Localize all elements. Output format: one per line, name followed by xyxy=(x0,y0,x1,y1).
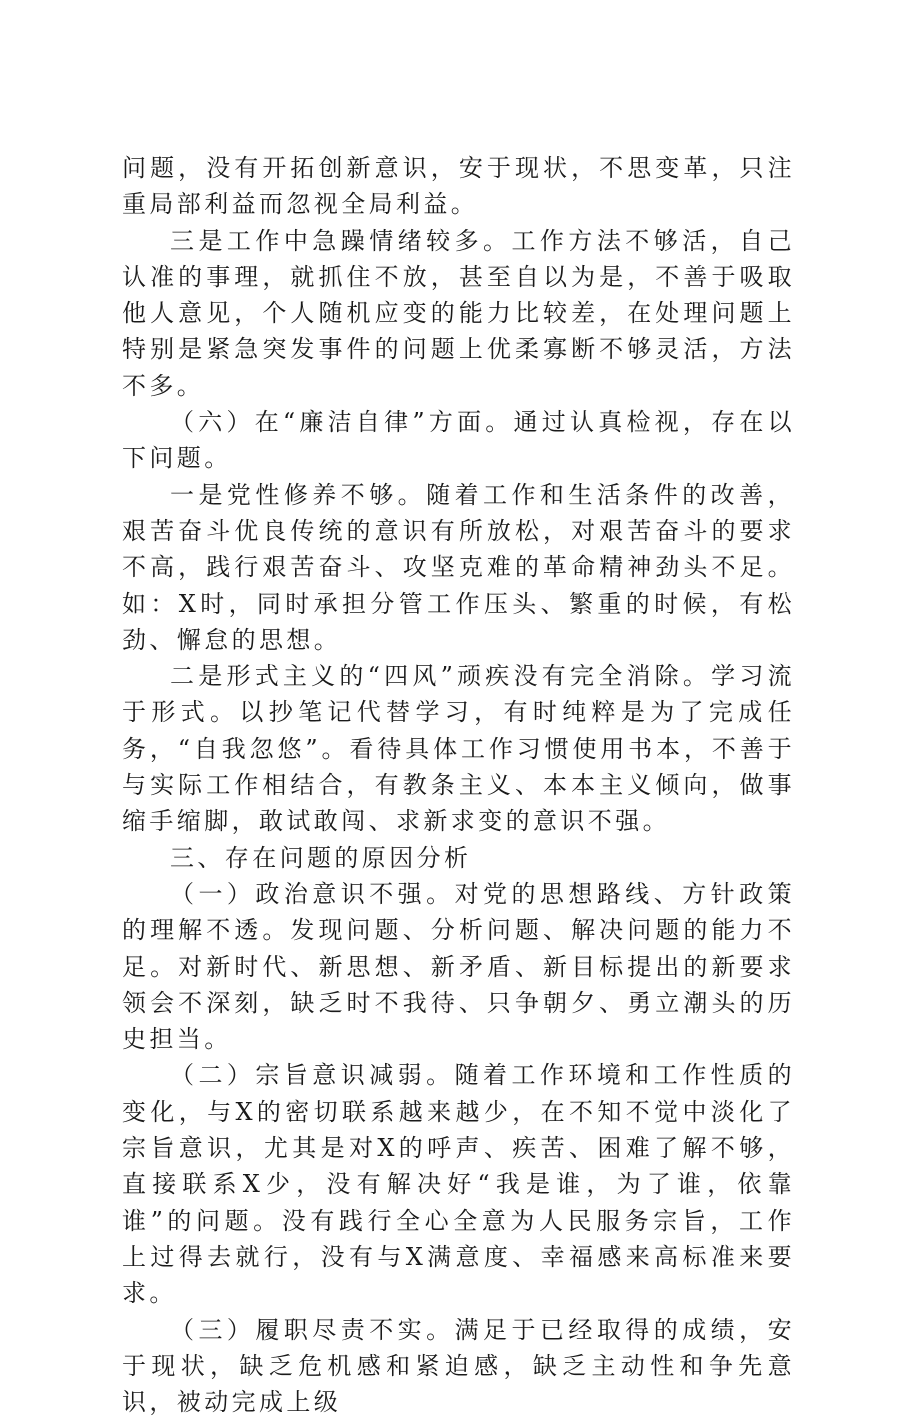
paragraph: （三）履职尽责不实。满足于已经取得的成绩，安于现状，缺乏危机感和紧迫感，缺乏主动性和争先意识，被动完成上级 xyxy=(122,1312,795,1420)
section-heading: 三、存在问题的原因分析 xyxy=(122,840,795,876)
document-body xyxy=(122,150,795,1420)
paragraph: 二是形式主义的“四风”顽疾没有完全消除。学习流于形式。以抄笔记代替学习，有时纯粹是为了完成任务，“自我忽悠”。看待具体工作习惯使用书本，不善于与实际工作相结合，有教条主义、本本主义倾向，做事缩手缩脚，敢试敢闯、求新求变的意识不强。 xyxy=(122,658,795,839)
section-heading: （六）在“廉洁自律”方面。通过认真检视，存在以下问题。 xyxy=(122,404,795,477)
paragraph: 三是工作中急躁情绪较多。工作方法不够活，自己认准的事理，就抓住不放，甚至自以为是，不善于吸取他人意见，个人随机应变的能力比较差，在处理问题上特别是紧急突发事件的问题上优柔寡断不够灵活，方法不多。 xyxy=(122,223,795,404)
paragraph: 一是党性修养不够。随着工作和生活条件的改善，艰苦奋斗优良传统的意识有所放松，对艰苦奋斗的要求不高，践行艰苦奋斗、攻坚克难的革命精神劲头不足。如：X时，同时承担分管工作压头、繁重的时候，有松劲、懈怠的思想。 xyxy=(122,477,795,658)
paragraph: （二）宗旨意识减弱。随着工作环境和工作性质的变化，与X的密切联系越来越少，在不知不觉中淡化了宗旨意识，尤其是对X的呼声、疾苦、困难了解不够，直接联系X少，没有解决好“我是谁，为了谁，依靠谁”的问题。没有践行全心全意为人民服务宗旨，工作上过得去就行，没有与X满意度、幸福感来高标准来要求。 xyxy=(122,1057,795,1311)
paragraph: 问题，没有开拓创新意识，安于现状，不思变革，只注重局部利益而忽视全局利益。 xyxy=(122,150,795,223)
paragraph: （一）政治意识不强。对党的思想路线、方针政策的理解不透。发现问题、分析问题、解决问题的能力不足。对新时代、新思想、新矛盾、新目标提出的新要求领会不深刻，缺乏时不我待、只争朝夕、勇立潮头的历史担当。 xyxy=(122,876,795,1057)
